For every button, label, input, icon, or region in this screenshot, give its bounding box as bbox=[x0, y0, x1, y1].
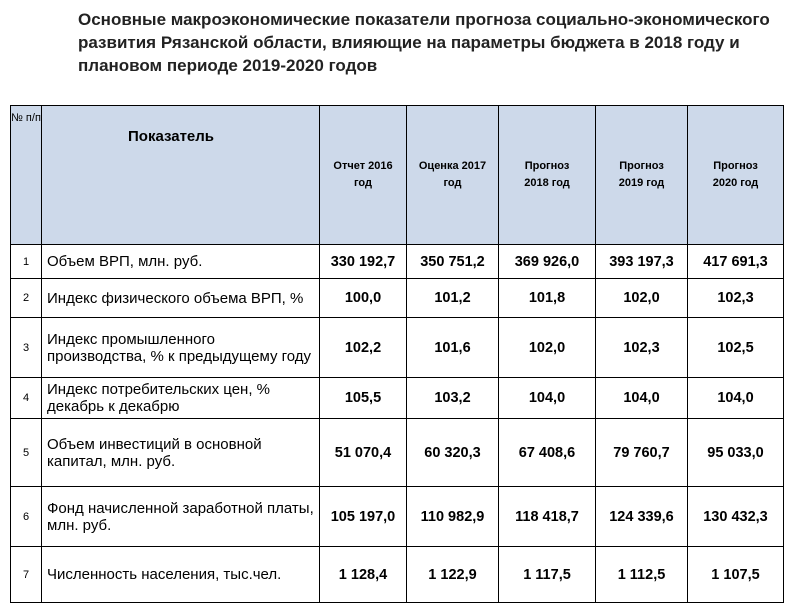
row-indicator: Объем ВРП, млн. руб. bbox=[42, 245, 320, 279]
row-value: 1 117,5 bbox=[499, 547, 596, 603]
table-row bbox=[11, 279, 784, 318]
row-value: 101,8 bbox=[499, 279, 596, 318]
row-indicator: Индекс промышленного производства, % к предыдущему году bbox=[42, 318, 320, 378]
row-value: 103,2 bbox=[407, 378, 499, 419]
row-indicator: Индекс физического объема ВРП, % bbox=[42, 279, 320, 318]
row-value: 102,3 bbox=[596, 318, 688, 378]
row-value: 104,0 bbox=[596, 378, 688, 419]
year-column-header bbox=[499, 106, 596, 245]
row-value: 104,0 bbox=[688, 378, 784, 419]
row-value: 60 320,3 bbox=[407, 419, 499, 487]
row-number: 7 bbox=[11, 547, 42, 603]
row-value: 100,0 bbox=[320, 279, 407, 318]
indicator-column-header: Показатель bbox=[42, 106, 320, 245]
row-value: 79 760,7 bbox=[596, 419, 688, 487]
row-value: 118 418,7 bbox=[499, 487, 596, 547]
row-value: 1 112,5 bbox=[596, 547, 688, 603]
row-value: 102,3 bbox=[688, 279, 784, 318]
row-indicator: Индекс потребительских цен, % декабрь к декабрю bbox=[42, 378, 320, 419]
row-value: 67 408,6 bbox=[499, 419, 596, 487]
table-row bbox=[11, 419, 784, 487]
row-number: 3 bbox=[11, 318, 42, 378]
row-value: 1 128,4 bbox=[320, 547, 407, 603]
num-column-header: № п/п bbox=[11, 106, 42, 245]
year-header-label: Оценка 2017 год bbox=[418, 160, 487, 189]
row-value: 95 033,0 bbox=[688, 419, 784, 487]
row-value: 101,6 bbox=[407, 318, 499, 378]
row-number: 6 bbox=[11, 487, 42, 547]
row-value: 102,2 bbox=[320, 318, 407, 378]
row-value: 369 926,0 bbox=[499, 245, 596, 279]
row-value: 51 070,4 bbox=[320, 419, 407, 487]
row-value: 393 197,3 bbox=[596, 245, 688, 279]
row-number: 4 bbox=[11, 378, 42, 419]
table-row bbox=[11, 547, 784, 603]
row-value: 101,2 bbox=[407, 279, 499, 318]
row-value: 1 122,9 bbox=[407, 547, 499, 603]
row-value: 110 982,9 bbox=[407, 487, 499, 547]
row-number: 1 bbox=[11, 245, 42, 279]
table-row bbox=[11, 245, 784, 279]
row-indicator: Объем инвестиций в основной капитал, млн. руб. bbox=[42, 419, 320, 487]
table-row bbox=[11, 318, 784, 378]
row-indicator: Численность населения, тыс.чел. bbox=[42, 547, 320, 603]
year-column-header bbox=[596, 106, 688, 245]
year-header-label: Прогноз 2018 год bbox=[524, 160, 570, 189]
year-header-label: Отчет 2016 год bbox=[333, 160, 393, 189]
row-value: 104,0 bbox=[499, 378, 596, 419]
table-row bbox=[11, 378, 784, 419]
row-value: 124 339,6 bbox=[596, 487, 688, 547]
row-value: 102,0 bbox=[596, 279, 688, 318]
row-value: 102,5 bbox=[688, 318, 784, 378]
year-header-label: Прогноз 2019 год bbox=[618, 160, 665, 189]
row-value: 350 751,2 bbox=[407, 245, 499, 279]
row-value: 1 107,5 bbox=[688, 547, 784, 603]
row-value: 417 691,3 bbox=[688, 245, 784, 279]
year-column-header bbox=[320, 106, 407, 245]
year-column-header bbox=[407, 106, 499, 245]
row-number: 2 bbox=[11, 279, 42, 318]
row-value: 105 197,0 bbox=[320, 487, 407, 547]
row-value: 105,5 bbox=[320, 378, 407, 419]
page-title: Основные макроэкономические показатели прогноза социально-экономического развития Рязанской области, влияющие на параметры бюджета в 2018 году и плановом периоде 2019-2020 годов bbox=[78, 10, 770, 75]
indicators-table bbox=[10, 105, 784, 603]
row-value: 330 192,7 bbox=[320, 245, 407, 279]
table-row bbox=[11, 487, 784, 547]
year-header-label: Прогноз 2020 год bbox=[712, 160, 759, 189]
row-value: 130 432,3 bbox=[688, 487, 784, 547]
row-number: 5 bbox=[11, 419, 42, 487]
row-indicator: Фонд начисленной заработной платы, млн. руб. bbox=[42, 487, 320, 547]
row-value: 102,0 bbox=[499, 318, 596, 378]
table-header-row bbox=[11, 106, 784, 245]
year-column-header bbox=[688, 106, 784, 245]
